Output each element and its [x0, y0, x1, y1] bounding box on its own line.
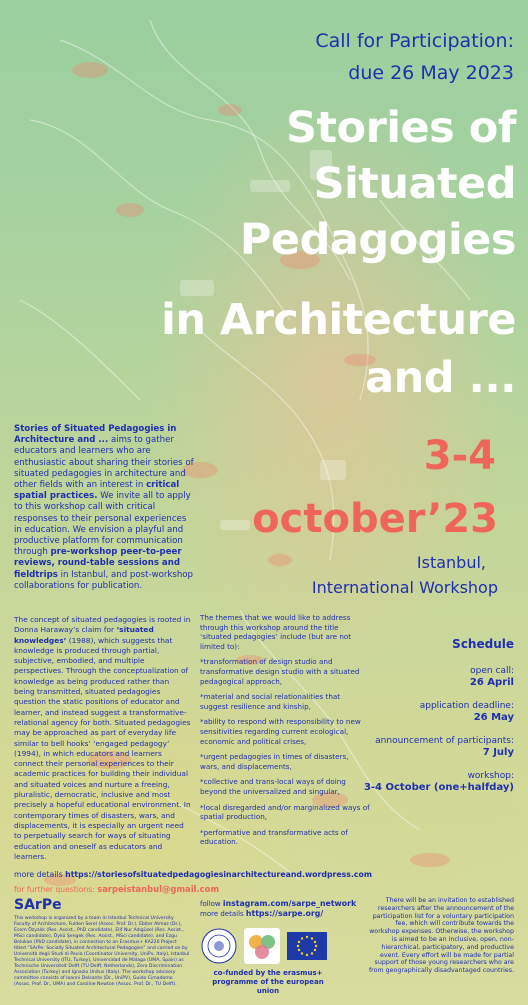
- intro-text-1: aims to gather educators and learners who are enthusiastic about sharing their stories of situated pedagogies in architecture and other fields with an interest in: [14, 435, 194, 491]
- schedule-label: open call:: [470, 666, 514, 676]
- credits-text: This workshop is organized by a team in Istanbul Technical University Faculty of Architecture, Fulden Serel (Assoc. Prof. Dr.), Ebiter Atmaz (Dr.), Ecem Özyalık (Res. Assist., PhD candidate), Elif Nur Adıgüzel (Res. Assist., MSci candidate), Öykü Şengek (Res. Assist., MSci candidate), and Ezgu Bolukan (PhD candidate), in connection to an Erasmus+ KA220 Project titled “SArPe: Socially Situated Architectural Pedagogies” and carried on by Università degli Studi di Pavia (Coordinator University, UniPv, Italy), Istanbul Technical University (ITU, Turkey), Universidad de Málaga (UMA, Spain) as Technische Universiteit Delft (TU Delft, Netherlands), Zero Discrimination Association (Turkey) and Ignazio Unitus (Italy). The workshop advisory committee consists of Ioanni Delsante (Dr., UniPV), Guido Cimadomo (Assoc. Prof. Dr., UMA) and Caroline Newton (Assoc. Prof. Dr., TU Delft).: [14, 916, 190, 987]
- schedule-label: workshop:: [467, 771, 514, 781]
- sarpe-logo-text: SArPe: [14, 897, 62, 913]
- website-link[interactable]: https://storiesofsituatedpedagogiesinarchitectureand.wordpress.com: [65, 870, 373, 879]
- schedule-item: [354, 770, 514, 794]
- schedule-heading: Schedule: [452, 637, 514, 651]
- call-due-date: due 26 May 2023: [348, 62, 514, 84]
- intro-paragraph: [14, 424, 194, 592]
- themes-list: [200, 613, 370, 853]
- follow-block: [200, 899, 356, 919]
- co-funding-line-1: co-funded by the erasmus+: [213, 969, 323, 977]
- intro-bold-2: pre-workshop peer-to-peer reviews, round-table sessions and fieldtrips: [14, 547, 182, 580]
- title-line-3: Pedagogies: [239, 215, 516, 265]
- follow-label: follow: [200, 900, 221, 908]
- theme-item: *performative and transformative acts of education.: [200, 827, 348, 847]
- sarpe-project-logo-icon: [244, 928, 280, 964]
- event-city: Istanbul,: [416, 553, 486, 572]
- event-days: 3-4: [423, 433, 496, 479]
- theme-item: *ability to respond with responsibility to new sensitivities regarding current ecological, economic and political crises,: [200, 717, 361, 746]
- concept-bold: ‘situated knowledges’: [14, 625, 154, 645]
- schedule-date: 3-4 October (one+halfday): [363, 782, 514, 793]
- theme-item: *urgent pedagogies in times of disasters, wars, and displacements,: [200, 752, 349, 771]
- concept-text-1: The concept of situated pedagogies is rooted in Donna Haraway’s claim for: [14, 615, 191, 635]
- concept-paragraph: [14, 615, 192, 862]
- co-funding-statement: [205, 969, 331, 996]
- intro-bold-1: critical spatial practices.: [14, 480, 180, 502]
- theme-item: *collective and trans-local ways of doing beyond the universalized and singular,: [200, 777, 346, 796]
- schedule-label: announcement of participants:: [375, 736, 514, 746]
- event-month-year: october’23: [252, 496, 498, 542]
- themes-intro: The themes that we would like to address through this workshop around the title ‘situated pedagogies’ include (but are not limited to):: [200, 613, 352, 651]
- partner-logos: [201, 928, 326, 964]
- schedule-item: [354, 700, 514, 724]
- theme-item: *local disregarded and/or marginalized ways of spatial production,: [200, 802, 370, 822]
- schedule-date: 7 July: [482, 747, 514, 758]
- intro-text-3: in Istanbul, and post-workshop collaborations for publication.: [14, 569, 193, 591]
- concept-text-2: (1988), which suggests that knowledge is produced through partial, subjective, embodied, and multiple perspectives. Through the conceptualization of knowledge as being produced rather than being transmitted, situated pedagogies question the static positions of educator and learner, and instead suggest a transformative-relational agency for both. Situated pedagogies may be approached as part of everyday life similar to bell hooks’ ‘engaged pedagogy’ (1994), in which educators and learners connect their personal experiences to their academic practices for building their individual and situated voices and nurture a freeing, pluralistic, democratic, inclusive and most precisely a hopeful educational environment. In contemporary times of disasters, wars, and displacements, it is especially an urgent need to perpetually search for ways of situating education and oneself as educators and learners.: [14, 635, 191, 861]
- sarpe-link[interactable]: https://sarpe.org/: [245, 909, 324, 918]
- questions-line: [14, 884, 219, 894]
- title-line-1: Stories of: [286, 103, 516, 153]
- schedule-date: 26 April: [469, 677, 514, 688]
- title-line-5: and ...: [365, 353, 516, 403]
- questions-label: for further questions:: [14, 885, 95, 894]
- schedule-item: [354, 665, 514, 689]
- schedule-date: 26 May: [473, 712, 514, 723]
- title-line-4: in Architecture: [161, 295, 516, 345]
- theme-item: *transformation of design studio and transformative design studio with a situated pedagogical approach,: [200, 657, 360, 686]
- intro-lead: Stories of Situated Pedagogies in Architecture and ...: [14, 424, 177, 446]
- schedule-item: [354, 735, 514, 759]
- title-line-2: Situated: [313, 159, 516, 209]
- more-details-line: [14, 870, 372, 879]
- co-funding-line-2: programme of the european union: [212, 978, 324, 995]
- eu-flag-icon: [287, 928, 327, 964]
- itu-seal-icon: [201, 928, 237, 964]
- schedule-label: application deadline:: [419, 701, 514, 711]
- more-details-label: more details: [14, 870, 63, 879]
- schedule: [354, 637, 514, 805]
- event-type: International Workshop: [311, 578, 498, 597]
- instagram-link[interactable]: instagram.com/sarpe_network: [222, 899, 357, 908]
- call-for-participation: Call for Participation:: [315, 30, 514, 52]
- intro-text-2: We invite all to apply to this workshop call with critical responses to their personal experiences in education. We envision a playful and productive platform for communication through: [14, 491, 191, 558]
- email-link[interactable]: sarpeistanbul@gmail.com: [97, 884, 220, 894]
- theme-item: *material and social relationalities that suggest resilience and kinship,: [200, 692, 341, 711]
- invitation-note: There will be an invitation to established researchers after the announcement of the participation list for a voluntary participation fee, which will contribute towards the workshop expenses. Otherwise, the workshop is aimed to be an inclusive, open, non-hierarchical, participatory, and productive event. Every effort will be made for partial support of those young researchers who are from geographically disadvantaged countries.: [368, 897, 514, 975]
- more-details-label-2: more details: [200, 910, 244, 918]
